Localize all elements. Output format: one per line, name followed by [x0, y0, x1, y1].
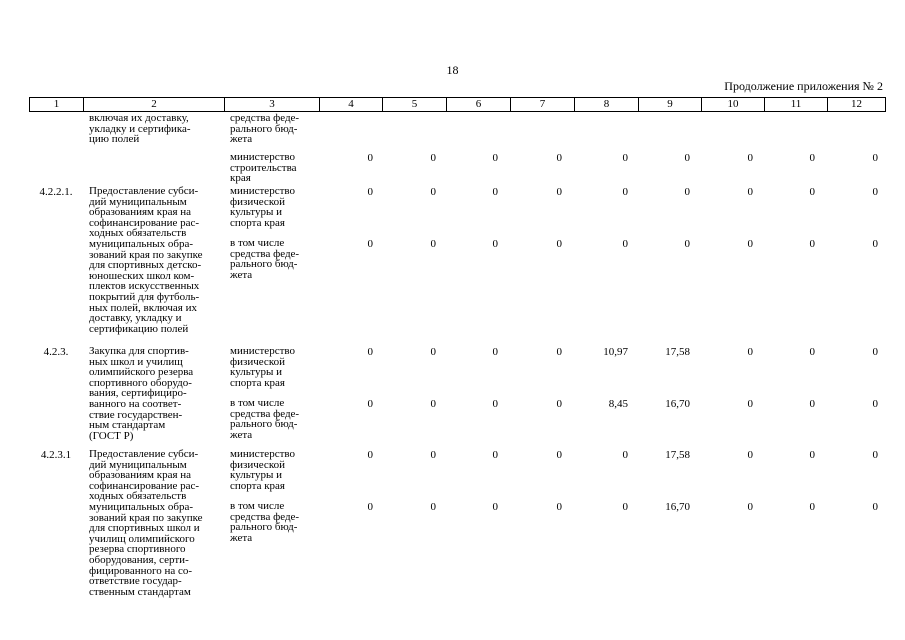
value-cell: 0 — [809, 346, 815, 358]
value-cell: 0 — [872, 398, 878, 410]
column-header: 10 — [702, 98, 765, 112]
value-cell: 0 — [367, 152, 373, 164]
value-cell: 0 — [684, 238, 690, 250]
value-cell: 0 — [556, 152, 562, 164]
value-cell: 0 — [492, 449, 498, 461]
column-header-row — [29, 97, 886, 112]
value-cell: 0 — [556, 501, 562, 513]
value-cell: 0 — [430, 238, 436, 250]
row-organization: министерство физической культуры и спорта края — [230, 185, 296, 229]
value-cell: 0 — [872, 449, 878, 461]
value-cell: 0 — [809, 449, 815, 461]
row-code: 4.2.3.1 — [40, 449, 72, 461]
row-organization: министерство физической культуры и спорта края — [230, 448, 296, 492]
value-cell: 0 — [430, 186, 436, 198]
row-description: Предоставление субси- дий муниципальным образованиям края на софинансирование рас- ходных обязательств муниципальных обра- зований края по закупке для спортивных детско- юношеских школ ком- плектов искусственных покрытий для футболь- ных полей, включая их доставку, укладку и сертификацию полей — [89, 185, 203, 335]
column-header: 7 — [511, 98, 575, 112]
value-cell: 0 — [747, 501, 753, 513]
row-code: 4.2.3. — [43, 346, 69, 358]
value-cell: 0 — [747, 346, 753, 358]
page-number: 18 — [446, 63, 459, 77]
value-cell: 0 — [430, 346, 436, 358]
value-cell: 0 — [622, 186, 628, 198]
column-header: 12 — [828, 98, 886, 112]
value-cell: 0 — [430, 152, 436, 164]
value-cell: 0 — [809, 152, 815, 164]
value-cell: 0 — [492, 238, 498, 250]
value-cell: 0 — [747, 238, 753, 250]
value-cell: 0 — [492, 501, 498, 513]
value-cell: 0 — [492, 398, 498, 410]
value-cell: 0 — [367, 449, 373, 461]
value-cell: 0 — [367, 398, 373, 410]
row-organization: в том числе средства феде- рального бюд- жета — [230, 397, 300, 441]
value-cell: 17,58 — [665, 449, 690, 461]
value-cell: 0 — [556, 398, 562, 410]
value-cell: 0 — [367, 186, 373, 198]
value-cell: 0 — [492, 186, 498, 198]
value-cell: 0 — [556, 186, 562, 198]
value-cell: 0 — [872, 238, 878, 250]
value-cell: 10,97 — [603, 346, 628, 358]
value-cell: 0 — [809, 186, 815, 198]
value-cell: 16,70 — [665, 501, 690, 513]
value-cell: 0 — [622, 449, 628, 461]
value-cell: 0 — [622, 152, 628, 164]
value-cell: 0 — [747, 449, 753, 461]
value-cell: 0 — [872, 346, 878, 358]
value-cell: 0 — [430, 398, 436, 410]
column-header: 4 — [320, 98, 383, 112]
value-cell: 0 — [747, 152, 753, 164]
value-cell: 0 — [872, 501, 878, 513]
column-header: 2 — [84, 98, 225, 112]
value-cell: 0 — [367, 346, 373, 358]
value-cell: 0 — [809, 501, 815, 513]
row-organization: в том числе средства феде- рального бюд- жета — [230, 237, 300, 281]
row-description: включая их доставку, укладку и сертифика- цию полей — [89, 112, 191, 146]
value-cell: 0 — [747, 186, 753, 198]
value-cell: 0 — [684, 186, 690, 198]
value-cell: 0 — [430, 501, 436, 513]
value-cell: 17,58 — [665, 346, 690, 358]
row-organization: в том числе средства феде- рального бюд- жета — [230, 500, 300, 544]
value-cell: 0 — [556, 238, 562, 250]
row-organization: средства феде- рального бюд- жета — [230, 112, 300, 146]
value-cell: 0 — [556, 449, 562, 461]
column-header: 3 — [225, 98, 320, 112]
continuation-label: Продолжение приложения № 2 — [724, 79, 883, 93]
value-cell: 0 — [872, 152, 878, 164]
value-cell: 0 — [809, 238, 815, 250]
value-cell: 0 — [492, 152, 498, 164]
value-cell: 0 — [622, 501, 628, 513]
column-header: 6 — [447, 98, 511, 112]
column-header: 5 — [383, 98, 447, 112]
value-cell: 0 — [430, 449, 436, 461]
row-organization: министерство строительства края — [230, 151, 297, 185]
row-description: Предоставление субси- дий муниципальным образованиям края на софинансирование рас- ходных обязательств муниципальных обра- зований края по закупке для спортивных школ и училищ олимпийского резерва спортивного оборудования, серти- фицированного на со- ответствие государ- ственным стандартам — [89, 448, 203, 598]
value-cell: 0 — [367, 501, 373, 513]
column-header: 9 — [639, 98, 702, 112]
value-cell: 0 — [872, 186, 878, 198]
column-header: 1 — [30, 98, 84, 112]
row-description: Закупка для спортив- ных школ и училищ олимпийского резерва спортивного оборудо- вания, сертифициро- ванного на соответ- ствие государствен- ным стандартам (ГОСТ Р) — [89, 345, 194, 442]
row-code: 4.2.2.1. — [39, 186, 73, 198]
row-organization: министерство физической культуры и спорта края — [230, 345, 296, 389]
column-header: 8 — [575, 98, 639, 112]
value-cell: 0 — [747, 398, 753, 410]
value-cell: 0 — [622, 238, 628, 250]
value-cell: 0 — [367, 238, 373, 250]
value-cell: 0 — [684, 152, 690, 164]
value-cell: 16,70 — [665, 398, 690, 410]
value-cell: 0 — [809, 398, 815, 410]
value-cell: 8,45 — [608, 398, 628, 410]
column-header: 11 — [765, 98, 828, 112]
value-cell: 0 — [556, 346, 562, 358]
value-cell: 0 — [492, 346, 498, 358]
